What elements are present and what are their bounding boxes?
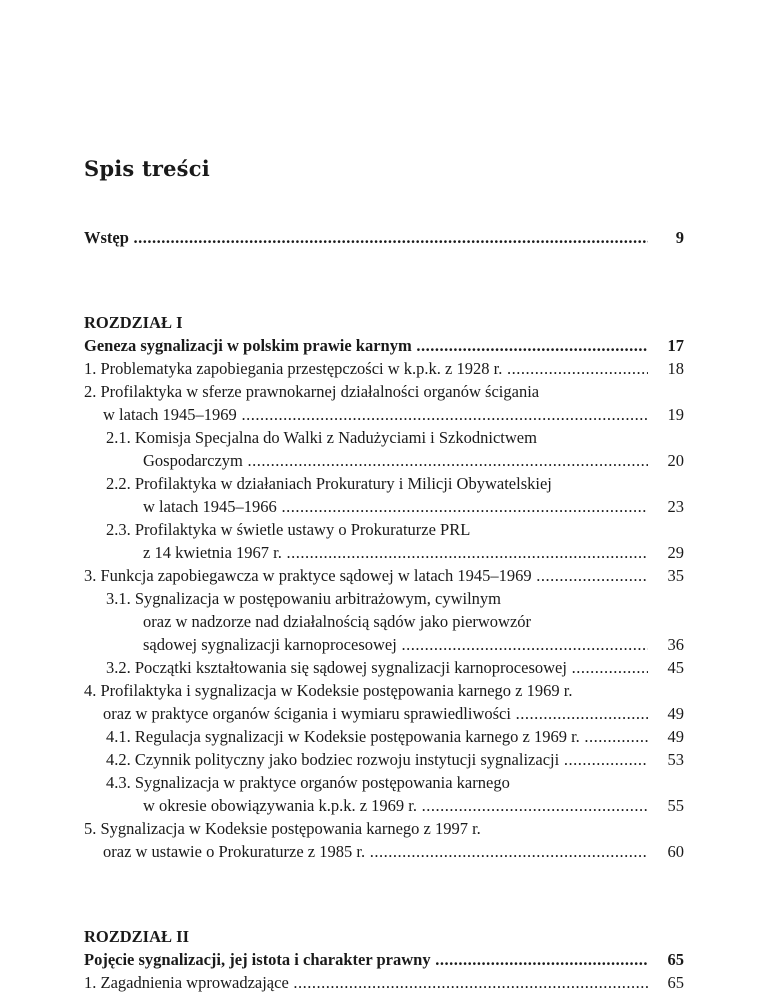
- toc-entry-line: 4. Profilaktyka i sygnalizacja w Kodeksie postępowania karnego z 1969 r.: [84, 681, 573, 700]
- toc-entry[interactable]: [84, 748, 684, 771]
- toc-entry-line: 1. Zagadnienia wprowadzające .....: [84, 971, 648, 994]
- toc-entry[interactable]: [84, 971, 684, 994]
- toc-page-number: 29: [667, 543, 684, 562]
- toc-entry-line: w latach 1945–1969 .....: [84, 403, 648, 426]
- toc-entry-title: [84, 971, 648, 994]
- toc-entry-title: [84, 725, 648, 748]
- toc-page-number: 60: [667, 842, 684, 861]
- toc-entry[interactable]: [84, 564, 684, 587]
- toc-entry-line: 3.2. Początki kształtowania się sądowej sygnalizacji karnoprocesowej .....: [84, 656, 648, 679]
- toc-entry-line: 2.3. Profilaktyka w świetle ustawy o Prokuraturze PRL: [106, 520, 471, 539]
- toc-page-number: 17: [667, 336, 684, 355]
- toc-entry-title: [84, 380, 648, 426]
- toc-page-number: 45: [667, 658, 684, 677]
- toc-page-number: 53: [667, 750, 684, 769]
- toc-page-number: 23: [667, 497, 684, 516]
- toc-entry-title: [84, 587, 648, 656]
- chapter-1-section: [84, 311, 684, 863]
- toc-entry[interactable]: [84, 587, 684, 656]
- toc-entry-line: 3.1. Sygnalizacja w postępowaniu arbitrażowym, cywilnym: [106, 589, 501, 608]
- toc-page-number: 19: [667, 405, 684, 424]
- toc-entry-title: [84, 426, 648, 472]
- toc-entry-line: Gospodarczym .....: [84, 449, 648, 472]
- toc-page-number: 35: [667, 566, 684, 585]
- chapter-2-heading: ROZDZIAŁ II: [84, 927, 189, 946]
- toc-entry-title: Pojęcie sygnalizacji, jej istota i charakter prawny .....: [84, 948, 648, 971]
- toc-page-number: 65: [667, 950, 684, 969]
- toc-entry-title: [84, 817, 648, 863]
- toc-page-number: 9: [675, 228, 684, 247]
- chapter-1-entries: [84, 357, 684, 863]
- toc-entry-line: w okresie obowiązywania k.p.k. z 1969 r. .....: [84, 794, 648, 817]
- chapter-2-section: [84, 925, 684, 994]
- toc-entry-title: [84, 518, 648, 564]
- toc-page-number: 20: [667, 451, 684, 470]
- toc-entry-line: 2.2. Profilaktyka w działaniach Prokuratury i Milicji Obywatelskiej: [106, 474, 552, 493]
- toc-entry-title: [84, 564, 648, 587]
- toc-entry-line: z 14 kwietnia 1967 r. .....: [84, 541, 648, 564]
- toc-entry[interactable]: [84, 656, 684, 679]
- toc-entry-title: [84, 357, 648, 380]
- toc-entry-line: oraz w nadzorze nad działalnością sądów jako pierwowzór: [143, 612, 532, 631]
- toc-entry-title: [84, 472, 648, 518]
- toc-entry[interactable]: [84, 679, 684, 725]
- table-of-contents: [84, 226, 684, 994]
- toc-entry[interactable]: [84, 426, 684, 472]
- chapter-2-entries: [84, 971, 684, 994]
- chapter-2-title[interactable]: [84, 948, 684, 971]
- toc-page-number: 55: [667, 796, 684, 815]
- toc-entry-title: Wstęp .....: [84, 226, 648, 249]
- toc-page-number: 49: [667, 727, 684, 746]
- toc-entry-line: 4.2. Czynnik polityczny jako bodziec rozwoju instytucji sygnalizacji .....: [84, 748, 648, 771]
- toc-entry-line: oraz w ustawie o Prokuraturze z 1985 r. .....: [84, 840, 648, 863]
- toc-entry[interactable]: [84, 817, 684, 863]
- toc-entry-title: [84, 679, 648, 725]
- toc-entry-title: [84, 771, 648, 817]
- toc-entry-line: w latach 1945–1966 .....: [84, 495, 648, 518]
- toc-page-number: 18: [667, 359, 684, 378]
- toc-entry-title: [84, 748, 648, 771]
- toc-entry[interactable]: [84, 518, 684, 564]
- toc-entry[interactable]: [84, 472, 684, 518]
- toc-entry-line: sądowej sygnalizacji karnoprocesowej .....: [84, 633, 648, 656]
- toc-entry[interactable]: [84, 725, 684, 748]
- toc-title: Spis treści: [84, 156, 210, 181]
- toc-entry-intro[interactable]: [84, 226, 684, 249]
- toc-entry-line: 4.1. Regulacja sygnalizacji w Kodeksie postępowania karnego z 1969 r. .....: [84, 725, 648, 748]
- toc-entry-line: 1. Problematyka zapobiegania przestępczości w k.p.k. z 1928 r. .....: [84, 357, 648, 380]
- toc-entry-title: [84, 656, 648, 679]
- toc-entry-line: 5. Sygnalizacja w Kodeksie postępowania karnego z 1997 r.: [84, 819, 481, 838]
- toc-page-number: 49: [667, 704, 684, 723]
- toc-entry-line: 2.1. Komisja Specjalna do Walki z Nadużyciami i Szkodnictwem: [106, 428, 537, 447]
- toc-entry-title: Geneza sygnalizacji w polskim prawie karnym .....: [84, 334, 648, 357]
- toc-entry[interactable]: [84, 380, 684, 426]
- toc-entry-line: 4.3. Sygnalizacja w praktyce organów postępowania karnego: [106, 773, 510, 792]
- toc-entry-line: 3. Funkcja zapobiegawcza w praktyce sądowej w latach 1945–1969 .....: [84, 564, 648, 587]
- toc-entry-line: oraz w praktyce organów ścigania i wymiaru sprawiedliwości .....: [84, 702, 648, 725]
- toc-entry-line: 2. Profilaktyka w sferze prawnokarnej działalności organów ścigania: [84, 382, 540, 401]
- toc-entry[interactable]: [84, 357, 684, 380]
- chapter-1-heading: ROZDZIAŁ I: [84, 313, 183, 332]
- chapter-1-title[interactable]: [84, 334, 684, 357]
- toc-page-number: 65: [667, 973, 684, 992]
- toc-page-number: 36: [667, 635, 684, 654]
- toc-entry[interactable]: [84, 771, 684, 817]
